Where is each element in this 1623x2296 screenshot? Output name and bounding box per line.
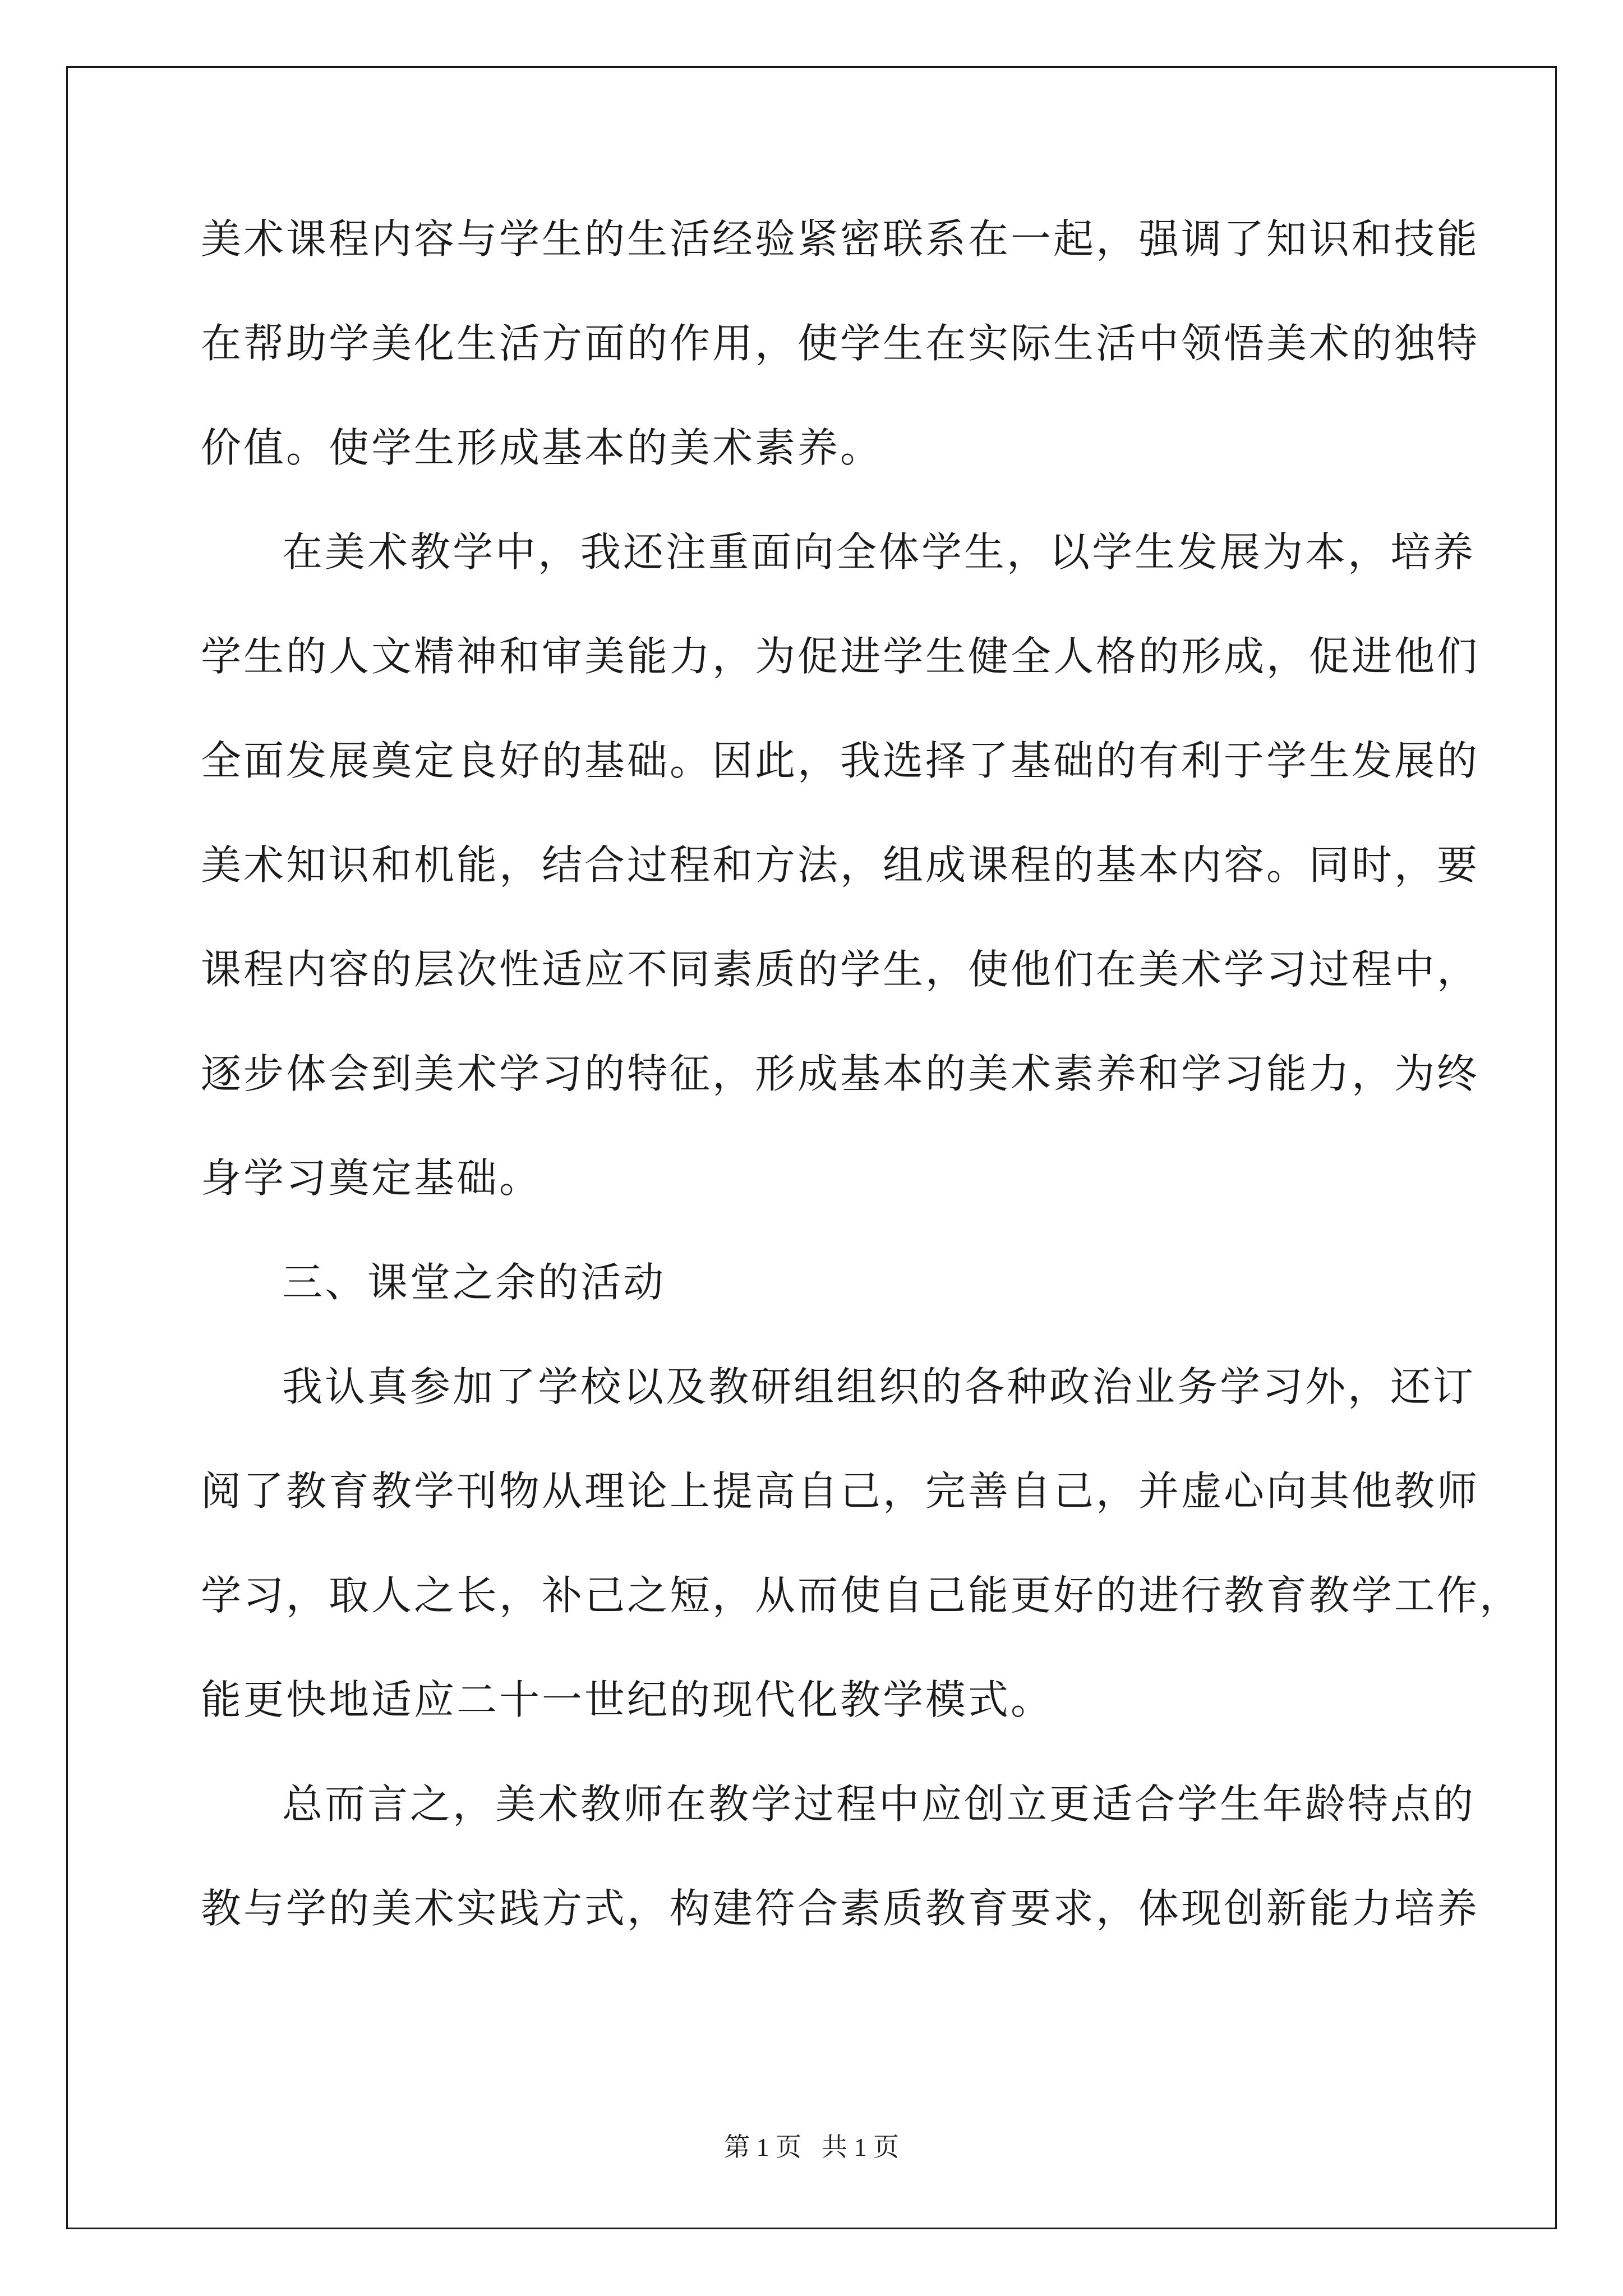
text-line: 总而言之，美术教师在教学过程中应创立更适合学生年龄特点的 — [282, 1780, 1476, 1828]
text-line: 身学习奠定基础。 — [201, 1154, 542, 1202]
text-line: 在美术教学中，我还注重面向全体学生，以学生发展为本，培养 — [282, 528, 1476, 576]
text-line: 在帮助学美化生活方面的作用，使学生在实际生活中领悟美术的独特 — [201, 320, 1480, 367]
document-body — [201, 215, 1523, 1993]
text-line: 逐步体会到美术学习的特征，形成基本的美术素养和学习能力，为终 — [201, 1050, 1480, 1097]
text-line: 美术课程内容与学生的生活经验紧密联系在一起，强调了知识和技能 — [201, 215, 1480, 263]
text-line: 学习，取人之长，补己之短，从而使自己能更好的进行教育教学工作， — [201, 1572, 1523, 1619]
text-line: 能更快地适应二十一世纪的现代化教学模式。 — [201, 1676, 1054, 1723]
text-line: 课程内容的层次性适应不同素质的学生，使他们在美术学习过程中， — [201, 946, 1480, 993]
page-total: 共 1 页 — [822, 2133, 899, 2161]
page-footer — [0, 2134, 1623, 2160]
text-line: 全面发展奠定良好的基础。因此，我选择了基础的有利于学生发展的 — [201, 737, 1480, 784]
page-number: 第 1 页 — [724, 2133, 801, 2161]
text-line: 教与学的美术实践方式，构建符合素质教育要求，体现创新能力培养 — [201, 1885, 1480, 1932]
text-line: 学生的人文精神和审美能力，为促进学生健全人格的形成，促进他们 — [201, 633, 1480, 680]
text-line: 我认真参加了学校以及教研组组织的各种政治业务学习外，还订 — [282, 1363, 1476, 1410]
text-line: 阅了教育教学刊物从理论上提高自己，完善自己，并虚心向其他教师 — [201, 1467, 1480, 1515]
section-heading: 三、课堂之余的活动 — [282, 1259, 666, 1306]
text-line: 价值。使学生形成基本的美术素养。 — [201, 424, 883, 471]
text-line: 美术知识和机能，结合过程和方法，组成课程的基本内容。同时，要 — [201, 841, 1480, 889]
